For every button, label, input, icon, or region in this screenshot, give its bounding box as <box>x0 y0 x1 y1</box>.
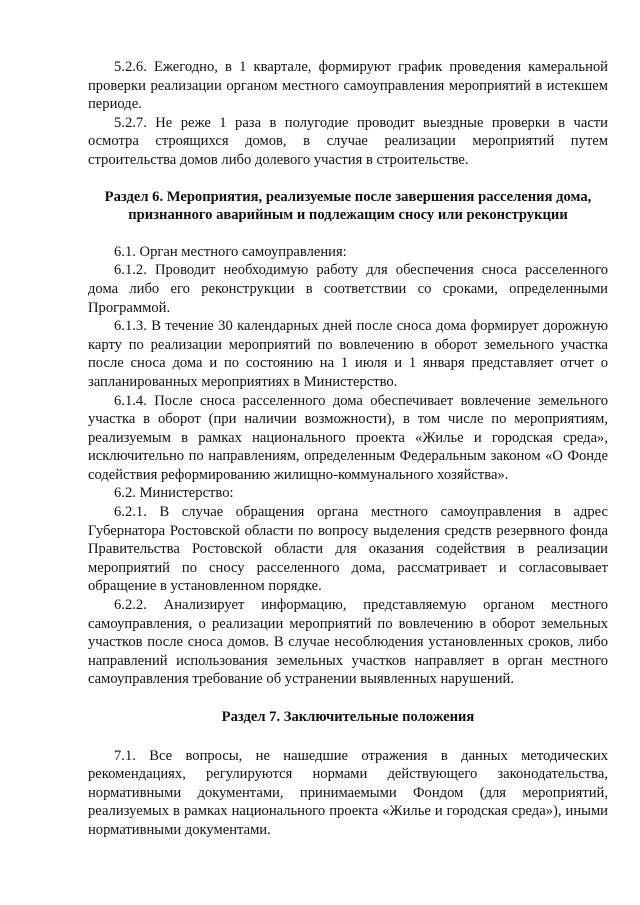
section-6-heading: Раздел 6. Мероприятия, реализуемые после завершения расселения дома, признанного аварийным и подлежащим сносу или реконструкции <box>104 188 592 224</box>
paragraph-6-2: 6.2. Министерство: <box>114 485 234 502</box>
section-7-heading: Раздел 7. Заключительные положения <box>221 709 475 725</box>
document-body <box>88 58 608 840</box>
paragraph-6-1-2: 6.1.2. Проводит необходимую работу для обеспечения сноса расселенного дома либо его реконструкции в соответствии со сроками, определенными Программой. <box>88 262 608 316</box>
paragraph-6-2-1: 6.2.1. В случае обращения органа местного самоуправления в адрес Губернатора Ростовской области по вопросу выделения средств резервного фонда Правительства Ростовской области для оказания содействия в реализации мероприятий по сносу расселенного дома, рассматривает и согласовывает обращение в установленном порядке. <box>88 504 608 595</box>
paragraph-7-1: 7.1. Все вопросы, не нашедшие отражения в данных методических рекомендациях, регулируются нормами действующего законодательства, нормативными документами, принимаемыми Фондом (для мероприятий, реализуемых в рамках национального проекта «Жилье и городская среда»), иными нормативными документами. <box>88 747 608 838</box>
paragraph-6-1-3: 6.1.3. В течение 30 календарных дней после сноса дома формирует дорожную карту по реализации мероприятий по вовлечению в оборот земельного участка после сноса дома и по состоянию на 1 июля и 1 января представляет отчет о запланированных мероприятиях в Министерство. <box>88 318 608 390</box>
paragraph-6-2-2: 6.2.2. Анализирует информацию, представляемую органом местного самоуправления, о реализации мероприятий по вовлечению в оборот земельных участков после сноса домов. В случае несоблюдения установленных сроков, либо направлений использования земельных участков направляет в орган местного самоуправления требование об устранении выявленных нарушений. <box>88 597 608 688</box>
paragraph-5-2-7: 5.2.7. Не реже 1 раза в полугодие проводит выездные проверки в части осмотра строящихся домов, в случае реализации мероприятий путем строительства домов либо долевого участия в строительстве. <box>88 114 608 168</box>
paragraph-6-1: 6.1. Орган местного самоуправления: <box>114 243 347 260</box>
paragraph-6-1-4: 6.1.4. После сноса расселенного дома обеспечивает вовлечение земельного участка в оборот (при наличии возможности), в том числе по мероприятиям, реализуемым в рамках национального проекта «Жилье и городская среда», исключительно по направлениям, определенным Федеральным законом «О Фонде содействия реформированию жилищно-коммунального хозяйства». <box>88 392 608 483</box>
paragraph-5-2-6: 5.2.6. Ежегодно, в 1 квартале, формируют график проведения камеральной проверки реализации органом местного самоуправления мероприятий в истекшем периоде. <box>88 59 608 113</box>
